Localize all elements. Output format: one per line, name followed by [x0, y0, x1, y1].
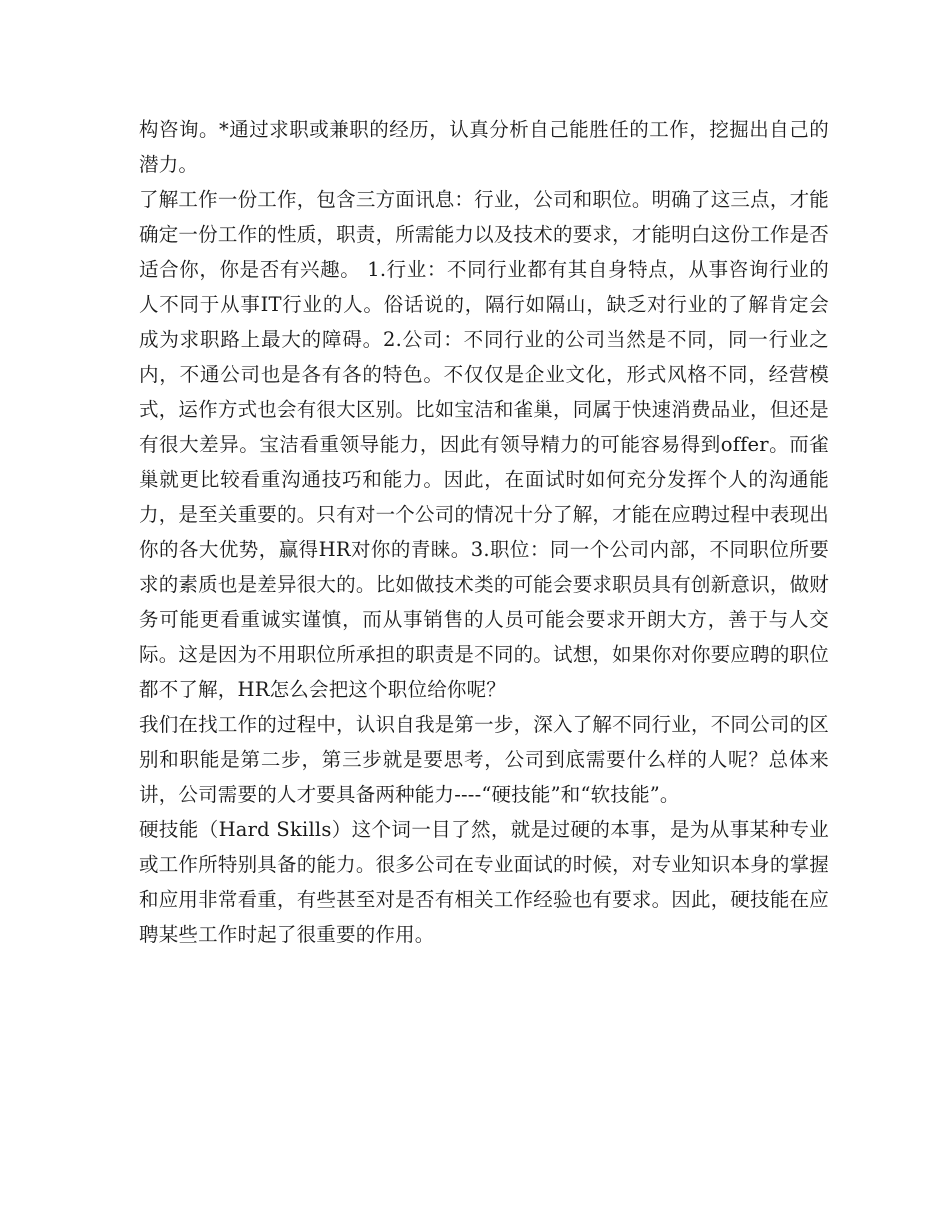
paragraph-2: 了解工作一份工作，包含三方面讯息：行业，公司和职位。明确了这三点，才能确定一份工作的性质，职责，所需能力以及技术的要求，才能明白这份工作是否适合你，你是否有兴趣。 1.行业：不同行业都有其自身特点，从事咨询行业的人不同于从事IT行业的人。俗话说的，隔行如隔山，缺乏对行业的了解肯定会成为求职路上最大的障碍。2.公司：不同行业的公司当然是不同，同一行业之内，不通公司也是各有各的特色。不仅仅是企业文化，形式风格不同，经营模式，运作方式也会有很大区别。比如宝洁和雀巢，同属于快速消费品业，但还是有很大差异。宝洁看重领导能力，因此有领导精力的可能容易得到offer。而雀巢就更比较看重沟通技巧和能力。因此，在面试时如何充分发挥个人的沟通能力，是至关重要的。只有对一个公司的情况十分了解，才能在应聘过程中表现出你的各大优势，赢得HR对你的青睐。3.职位：同一个公司内部，不同职位所要求的素质也是差异很大的。比如做技术类的可能会要求职员具有创新意识，做财务可能更看重诚实谨慎，而从事销售的人员可能会要求开朗大方，善于与人交际。这是因为不用职位所承担的职责是不同的。试想，如果你对你要应聘的职位都不了解，HR怎么会把这个职位给你呢？: [139, 188, 829, 701]
paragraph-3: 我们在找工作的过程中，认识自我是第一步，深入了解不同行业，不同公司的区别和职能是第二步，第三步就是要思考，公司到底需要什么样的人呢？总体来讲，公司需要的人才要具备两种能力----“硬技能”和“软技能”。: [139, 713, 829, 806]
paragraph-4: 硬技能（Hard Skills）这个词一目了然，就是过硬的本事，是为从事某种专业或工作所特别具备的能力。很多公司在专业面试的时候，对专业知识本身的掌握和应用非常看重，有些甚至对是否有相关工作经验也有要求。因此，硬技能在应聘某些工作时起了很重要的作用。: [139, 818, 829, 946]
document-body: [139, 112, 829, 952]
paragraph-1: 构咨询。*通过求职或兼职的经历，认真分析自己能胜任的工作，挖掘出自己的潜力。: [139, 118, 829, 176]
